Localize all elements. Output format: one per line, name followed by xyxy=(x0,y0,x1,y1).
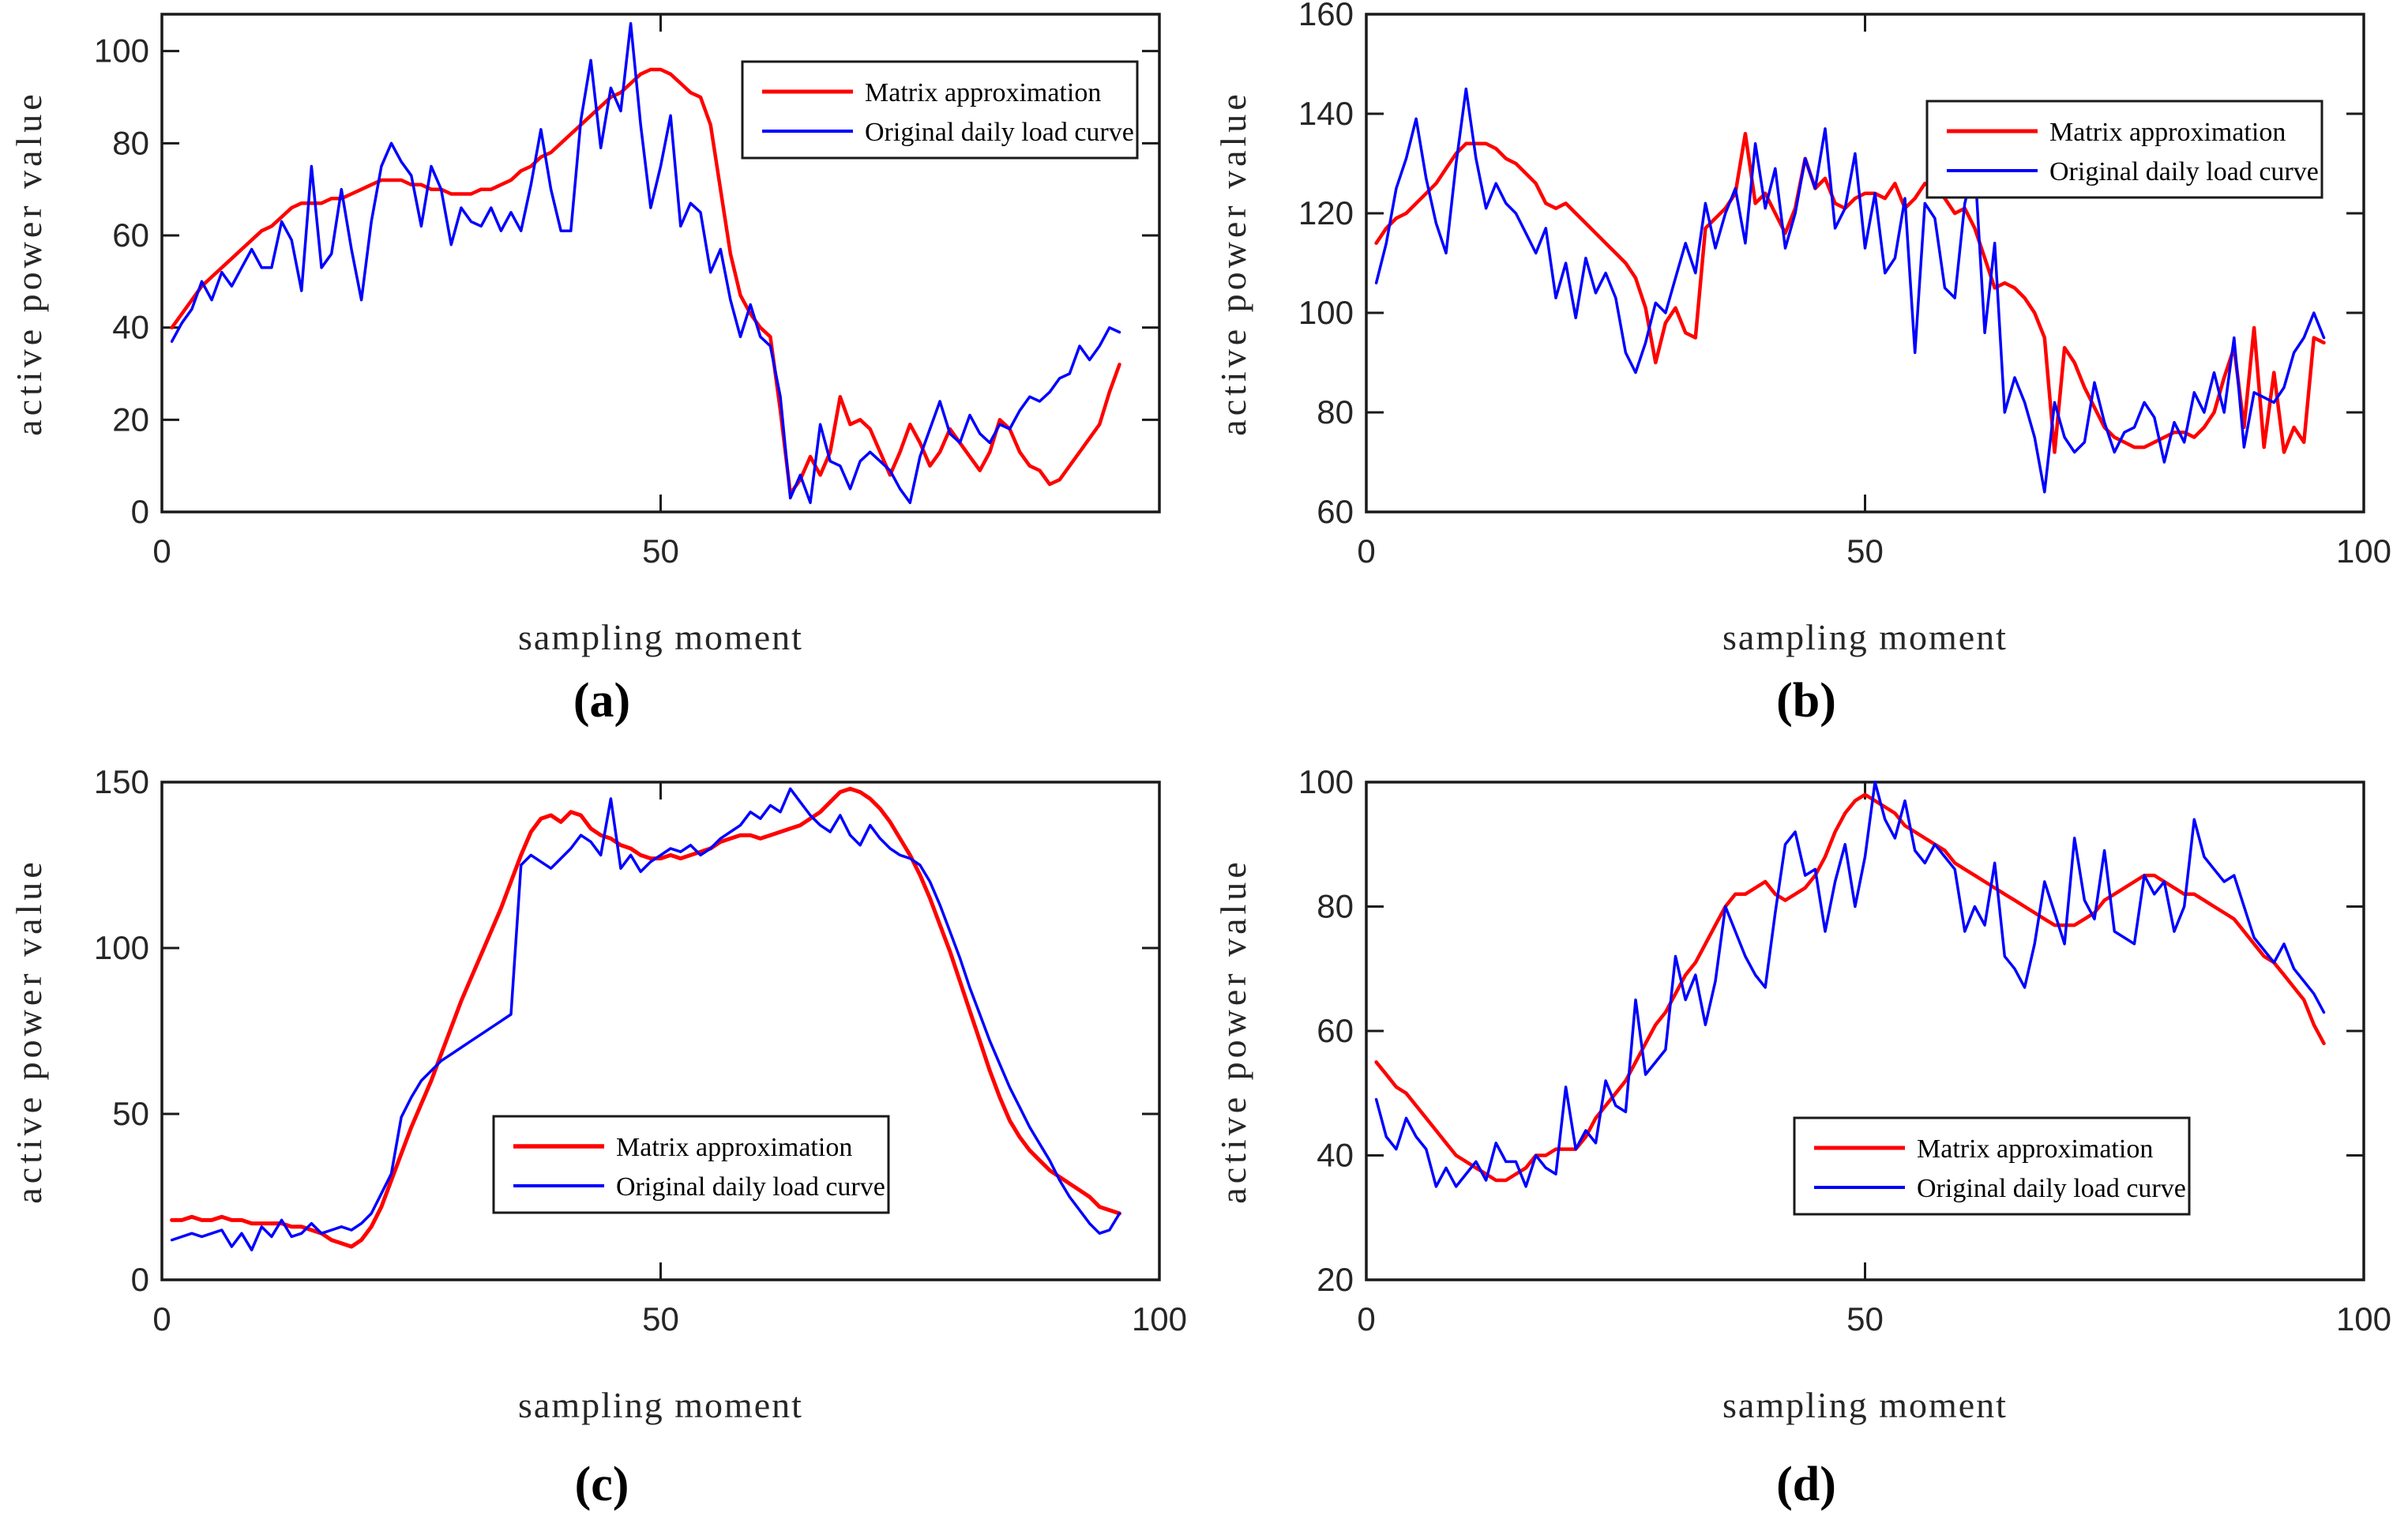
legend-b xyxy=(1927,101,2322,198)
x-axis-label: sampling moment xyxy=(1722,1385,2008,1425)
legend-a xyxy=(742,62,1137,158)
x-tick-label: 100 xyxy=(1131,1300,1188,1337)
y-tick-label: 40 xyxy=(112,308,149,346)
x-tick-label: 0 xyxy=(1357,1300,1376,1337)
legend-label: Original daily load curve xyxy=(865,118,1134,147)
y-tick-label: 80 xyxy=(112,124,149,162)
x-tick-label: 50 xyxy=(642,532,679,570)
x-tick-label: 0 xyxy=(152,532,171,570)
x-tick-label: 0 xyxy=(152,1300,171,1337)
caption-a: (a) xyxy=(573,674,631,728)
y-tick-label: 80 xyxy=(1317,393,1354,431)
x-axis-label: sampling moment xyxy=(518,617,803,657)
caption-b: (b) xyxy=(1776,674,1836,728)
y-tick-label: 100 xyxy=(93,929,149,966)
x-tick-label: 50 xyxy=(1846,532,1884,570)
y-tick-label: 50 xyxy=(112,1095,149,1132)
legend-label: Matrix approximation xyxy=(616,1133,853,1162)
y-axis-label: active power value xyxy=(1213,858,1253,1204)
chart-d xyxy=(1204,768,2408,1535)
y-axis-label: active power value xyxy=(9,90,49,436)
plot-area-b xyxy=(1213,0,2391,657)
y-tick-label: 20 xyxy=(112,401,149,438)
plot-box xyxy=(1366,14,2364,512)
legend-label: Original daily load curve xyxy=(2049,157,2319,186)
legend-label: Original daily load curve xyxy=(1917,1174,2186,1203)
y-tick-label: 40 xyxy=(1317,1136,1354,1174)
legend-c xyxy=(494,1116,888,1213)
chart-b xyxy=(1204,0,2408,767)
panel-c xyxy=(0,768,1204,1535)
y-tick-label: 160 xyxy=(1298,0,1354,32)
x-tick-label: 0 xyxy=(1357,532,1376,570)
y-tick-label: 100 xyxy=(93,32,149,70)
chart-c xyxy=(0,768,1204,1535)
x-tick-label: 100 xyxy=(2335,532,2392,570)
y-axis-label: active power value xyxy=(9,858,49,1204)
legend-label: Matrix approximation xyxy=(2049,118,2286,147)
y-tick-label: 150 xyxy=(93,768,149,800)
caption-c: (c) xyxy=(574,1458,629,1511)
y-tick-label: 60 xyxy=(1317,493,1354,530)
y-tick-label: 80 xyxy=(1317,887,1354,925)
y-tick-label: 100 xyxy=(1298,768,1354,800)
x-tick-label: 50 xyxy=(642,1300,679,1337)
y-tick-label: 120 xyxy=(1298,194,1354,231)
x-tick-label: 100 xyxy=(2335,1300,2392,1337)
chart-a xyxy=(0,0,1204,767)
y-tick-label: 60 xyxy=(112,216,149,254)
y-tick-label: 140 xyxy=(1298,95,1354,132)
x-tick-label: 50 xyxy=(1846,1300,1884,1337)
caption-d: (d) xyxy=(1776,1458,1836,1511)
panel-b xyxy=(1204,0,2408,767)
y-axis-label: active power value xyxy=(1213,90,1253,436)
legend-label: Matrix approximation xyxy=(1917,1134,2154,1164)
y-tick-label: 60 xyxy=(1317,1012,1354,1049)
y-tick-label: 0 xyxy=(130,493,149,530)
legend-label: Matrix approximation xyxy=(865,78,1102,107)
legend-d xyxy=(1794,1118,2189,1214)
panel-a xyxy=(0,0,1204,767)
y-tick-label: 20 xyxy=(1317,1261,1354,1298)
y-tick-label: 100 xyxy=(1298,294,1354,331)
plot-area-d xyxy=(1213,768,2391,1425)
y-tick-label: 0 xyxy=(130,1261,149,1298)
plot-area-c xyxy=(9,768,1187,1425)
panel-d xyxy=(1204,768,2408,1535)
legend-label: Original daily load curve xyxy=(616,1172,885,1202)
x-axis-label: sampling moment xyxy=(518,1385,803,1425)
x-axis-label: sampling moment xyxy=(1722,617,2008,657)
